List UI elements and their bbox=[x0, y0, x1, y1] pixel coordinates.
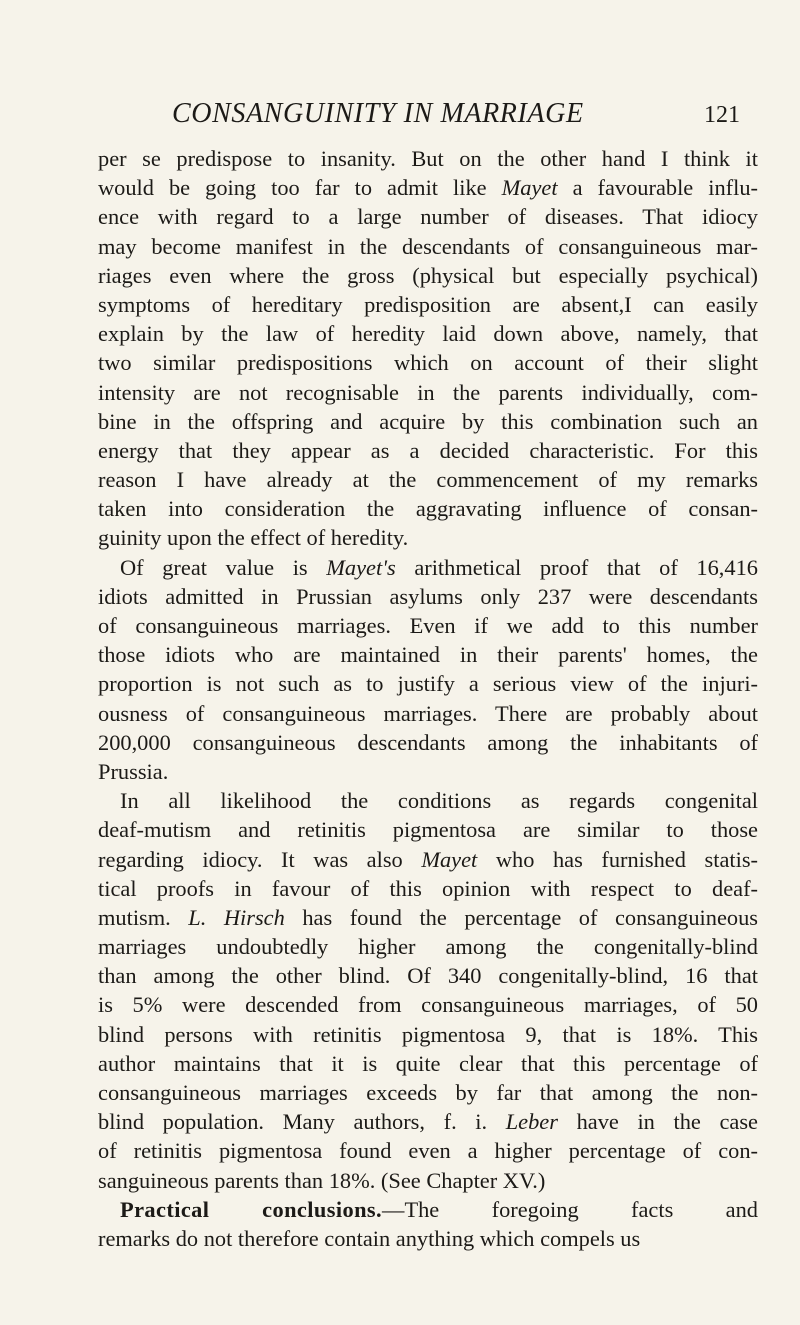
text-line bbox=[98, 1049, 758, 1078]
page-header bbox=[100, 98, 740, 132]
text-run: blind persons with retinitis pigmentosa 9, that is 18%. This bbox=[98, 1021, 758, 1047]
text-run: mutism. bbox=[98, 904, 189, 930]
text-run: reason I have already at the commencement of my remarks bbox=[98, 467, 758, 493]
text-run: regarding idiocy. It was also bbox=[98, 846, 422, 872]
text-run: of consanguineous marriages. Even if we add to this number bbox=[98, 613, 758, 638]
text-run: author maintains that it is quite clear that this percentage of bbox=[98, 1050, 758, 1076]
text-line bbox=[98, 961, 758, 990]
text-run: marriages undoubtedly higher among the congenitally-blind bbox=[98, 934, 758, 960]
text-line bbox=[98, 903, 758, 932]
text-line bbox=[98, 1166, 758, 1195]
text-run: two similar predispositions which on account of their slight bbox=[98, 350, 758, 376]
text-line bbox=[98, 1136, 758, 1165]
body-text bbox=[98, 144, 758, 1253]
text-run: taken into consideration the aggravating influence of consan- bbox=[98, 496, 758, 522]
text-line bbox=[98, 582, 758, 611]
text-line bbox=[98, 699, 758, 728]
text-line bbox=[98, 378, 758, 407]
text-line bbox=[98, 728, 758, 757]
text-run: arithmetical proof that of 16,416 bbox=[395, 554, 758, 580]
text-line bbox=[98, 786, 758, 815]
text-run: —The foregoing facts and bbox=[382, 1196, 758, 1222]
text-run: tical proofs in favour of this opinion with respect to deaf- bbox=[98, 875, 758, 901]
text-run: per se predispose to insanity. But on the other hand I think it bbox=[98, 146, 758, 171]
text-run: have in the case bbox=[557, 1109, 758, 1135]
text-line bbox=[98, 611, 758, 640]
text-line bbox=[98, 290, 758, 319]
italic-name: Mayet bbox=[421, 846, 478, 872]
text-run: Of great value is bbox=[120, 554, 327, 580]
text-run: those idiots who are maintained in their parents' homes, the bbox=[98, 642, 758, 668]
text-run: explain by the law of heredity laid down above, namely, that bbox=[98, 321, 758, 347]
text-line bbox=[98, 465, 758, 494]
text-run: energy that they appear as a decided characteristic. For this bbox=[98, 437, 758, 463]
text-line bbox=[98, 1107, 758, 1136]
text-line bbox=[98, 261, 758, 290]
text-run: guinity upon the effect of heredity. bbox=[98, 525, 409, 551]
bold-heading: Practical conclusions. bbox=[120, 1196, 383, 1222]
text-line bbox=[98, 319, 758, 348]
text-run: riages even where the gross (physical but especially psychical) bbox=[98, 262, 758, 288]
text-line bbox=[98, 407, 758, 436]
text-line bbox=[98, 553, 758, 582]
text-run: symptoms of hereditary predisposition are absent,I can easily bbox=[98, 291, 758, 317]
text-run: In all likelihood the conditions as regards congenital bbox=[120, 788, 758, 814]
text-run: bine in the offspring and acquire by this combination such an bbox=[98, 408, 758, 434]
text-line bbox=[98, 1020, 758, 1049]
text-run: ence with regard to a large number of diseases. That idiocy bbox=[98, 204, 758, 230]
text-line bbox=[98, 815, 758, 844]
text-run: has found the percentage of consanguineous bbox=[284, 904, 758, 930]
text-line bbox=[98, 990, 758, 1019]
text-run: is 5% were descended from consanguineous marriages, of 50 bbox=[98, 992, 758, 1018]
text-line bbox=[98, 932, 758, 961]
text-run: a favourable influ- bbox=[557, 175, 758, 201]
text-run: proportion is not such as to justify a serious view of the injuri- bbox=[98, 671, 758, 697]
italic-name: L. Hirsch bbox=[188, 904, 285, 930]
text-line bbox=[98, 523, 758, 552]
text-run: would be going too far to admit like bbox=[98, 175, 502, 201]
text-line bbox=[98, 232, 758, 261]
text-line bbox=[98, 202, 758, 231]
text-line bbox=[98, 348, 758, 377]
text-run: of retinitis pigmentosa found even a higher percentage of con- bbox=[98, 1138, 758, 1164]
page-number: 121 bbox=[704, 102, 740, 128]
text-run: ousness of consanguineous marriages. There are probably about bbox=[98, 700, 758, 726]
italic-name: Leber bbox=[505, 1109, 558, 1135]
text-line bbox=[98, 757, 758, 786]
running-title: CONSANGUINITY IN MARRIAGE bbox=[172, 98, 584, 129]
text-line bbox=[98, 494, 758, 523]
text-run: idiots admitted in Prussian asylums only 237 were descendants bbox=[98, 583, 758, 609]
text-run: consanguineous marriages exceeds by far that among the non- bbox=[98, 1080, 758, 1105]
text-line bbox=[98, 173, 758, 202]
text-run: 200,000 consanguineous descendants among the inhabitants of bbox=[98, 729, 758, 755]
text-line bbox=[98, 1195, 758, 1224]
italic-name: Mayet's bbox=[326, 554, 396, 580]
text-line bbox=[98, 669, 758, 698]
text-run: who has furnished statis- bbox=[477, 846, 758, 872]
text-run: sanguineous parents than 18%. (See Chapter XV.) bbox=[98, 1167, 546, 1193]
text-line bbox=[98, 845, 758, 874]
text-run: deaf-mutism and retinitis pigmentosa are similar to those bbox=[98, 817, 758, 843]
text-line bbox=[98, 640, 758, 669]
text-run: may become manifest in the descendants of consanguineous mar- bbox=[98, 233, 758, 259]
text-line bbox=[98, 1078, 758, 1107]
text-run: remarks do not therefore contain anything which compels us bbox=[98, 1225, 641, 1251]
text-run: blind population. Many authors, f. i. bbox=[98, 1109, 506, 1135]
text-line bbox=[98, 1224, 758, 1253]
text-line bbox=[98, 144, 758, 173]
text-line bbox=[98, 436, 758, 465]
text-line bbox=[98, 874, 758, 903]
text-run: intensity are not recognisable in the parents individually, com- bbox=[98, 379, 758, 405]
text-run: than among the other blind. Of 340 congenitally-blind, 16 that bbox=[98, 963, 758, 989]
text-run: Prussia. bbox=[98, 758, 169, 784]
italic-name: Mayet bbox=[501, 175, 558, 201]
